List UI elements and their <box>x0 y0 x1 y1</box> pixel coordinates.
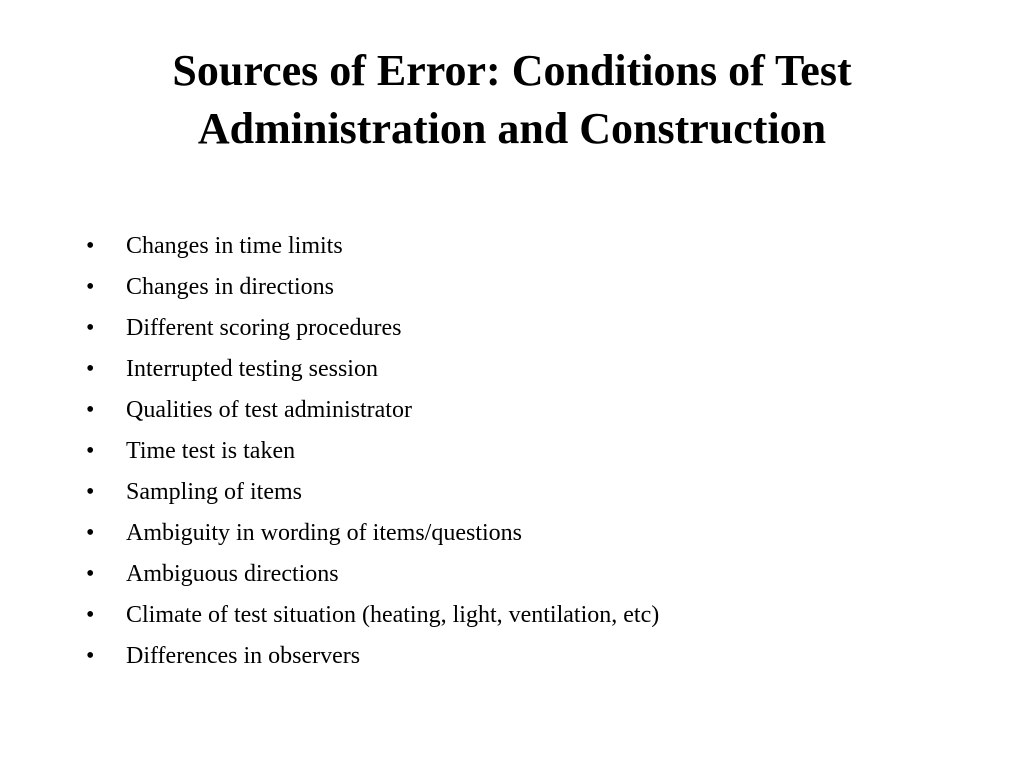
bullet-text: Changes in directions <box>126 274 334 300</box>
bullet-icon: • <box>86 356 95 382</box>
slide-title <box>60 42 964 158</box>
bullet-item-time-limits <box>86 226 986 267</box>
bullet-text: Changes in time limits <box>126 233 343 259</box>
bullet-icon: • <box>86 479 95 505</box>
bullet-text: Sampling of items <box>126 479 302 505</box>
bullet-text: Climate of test situation (heating, light, ventilation, etc) <box>126 602 660 628</box>
bullet-icon: • <box>86 561 95 587</box>
bullet-item-ambiguous-wording <box>86 513 986 554</box>
bullet-icon: • <box>86 397 95 423</box>
bullet-icon: • <box>86 520 95 546</box>
bullet-text: Qualities of test administrator <box>126 397 412 423</box>
bullet-text: Ambiguous directions <box>126 561 339 587</box>
bullet-text: Differences in observers <box>126 643 361 669</box>
bullet-text: Interrupted testing session <box>126 356 378 382</box>
bullet-icon: • <box>86 233 95 259</box>
slide-title-line-1: Sources of Error: Conditions of Test <box>172 46 852 95</box>
slide-title-line-2: Administration and Construction <box>197 104 827 153</box>
bullet-icon: • <box>86 643 95 669</box>
bullet-item-observers <box>86 636 986 677</box>
bullet-item-sampling <box>86 472 986 513</box>
bullet-list <box>86 226 986 677</box>
bullet-text: Different scoring procedures <box>126 315 402 341</box>
bullet-item-interrupted-session <box>86 349 986 390</box>
bullet-text: Ambiguity in wording of items/questions <box>126 520 522 546</box>
bullet-icon: • <box>86 274 95 300</box>
bullet-item-scoring <box>86 308 986 349</box>
bullet-item-ambiguous-directions <box>86 554 986 595</box>
bullet-item-directions <box>86 267 986 308</box>
bullet-item-climate <box>86 595 986 636</box>
bullet-text: Time test is taken <box>126 438 296 464</box>
bullet-item-time-taken <box>86 431 986 472</box>
bullet-icon: • <box>86 438 95 464</box>
bullet-icon: • <box>86 315 95 341</box>
bullet-icon: • <box>86 602 95 628</box>
bullet-item-administrator <box>86 390 986 431</box>
